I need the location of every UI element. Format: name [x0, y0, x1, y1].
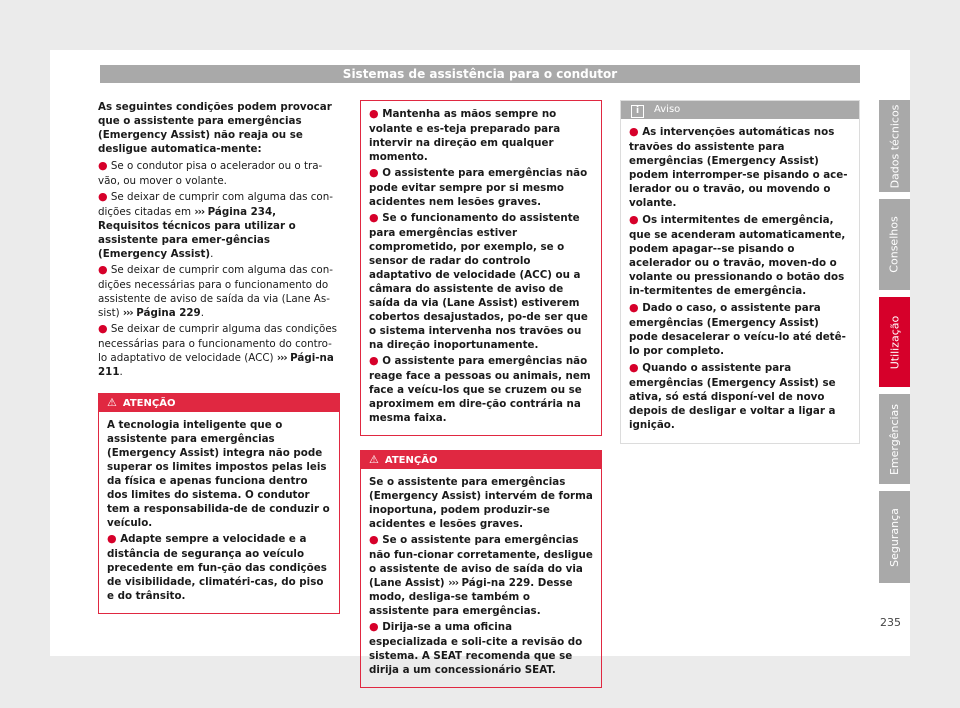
warning-box [360, 450, 602, 688]
page-ref-arrow-icon: ››› [448, 576, 458, 589]
list-item: ● Se o condutor pisa o acelerador ou o tra-vão, ou mover o volante. [98, 159, 323, 187]
page-ref-arrow-icon: ››› [194, 205, 205, 218]
bullet-icon: ● [98, 321, 108, 335]
list-item: ● Se deixar de cumprir com alguma das con-dições necessárias para o funcionamento do assistente de aviso de saída da via (Lane As-sist) ››› Página 229. [98, 262, 333, 319]
page-ref-arrow-icon: ››› [122, 306, 133, 319]
bullet-icon: ● [369, 107, 379, 120]
warning-text: Se o assistente para emergências (Emergency Assist) intervém de forma inoportuna, podem produzir-se acidentes e lesões graves. [369, 475, 593, 530]
note-box [620, 100, 860, 444]
warning-triangle-icon: ⚠ [369, 452, 379, 466]
list-item: ● Se o funcionamento do assistente para emergências estiver comprometido, por exemplo, se o sensor de radar do controlo adaptativo de velocidade (ACC) ou a câmara do assistente de aviso de saída da via (Lane Assist) estiverem cobertos desajustados, po-de ser que o sistema intervenha nos travões ou na direção inoportunamente. [369, 210, 588, 351]
bullet-icon: ● [369, 353, 379, 367]
warning-box [98, 393, 340, 614]
warning-body [99, 412, 339, 613]
page-ref-arrow-icon: ››› [276, 351, 287, 364]
page-ref-link[interactable]: Pági-na 211 [98, 351, 334, 378]
bullet-icon: ● [369, 532, 379, 546]
list-item: ● Dirija-se a uma oficina especializada e soli-cite a revisão do sistema. A SEAT recomenda que se dirija a um concessionário SEAT. [369, 619, 583, 676]
column-2 [360, 100, 602, 688]
bullet-icon: ● [629, 300, 639, 314]
bullet-icon: ● [107, 531, 117, 545]
tab-seguranca[interactable]: Segurança [879, 491, 910, 583]
list-item: ● O assistente para emergências não reage face a pessoas ou animais, nem face a veícu-los que se cruzem ou se aproximem em dire-ção contrária na mesma faixa. [369, 353, 591, 424]
page-ref-link[interactable]: Página 234, Requisitos técnicos para utilizar o assistente para emer-gências (Emergency Assist) [98, 205, 296, 260]
list-item: ● Mantenha as mãos sempre no volante e es-teja preparado para intervir na direção em qualquer momento. [369, 107, 561, 163]
page-ref-link[interactable]: Pági-na 229 [457, 576, 531, 589]
bullet-icon: ● [98, 189, 108, 203]
bullet-icon: ● [369, 210, 379, 224]
warning-body [361, 101, 601, 435]
list-item: ● Adapte sempre a velocidade e a distância de segurança ao veículo precedente em fun-ção das condições de visibilidade, climatéri-cas, do piso e do trânsito. [107, 531, 327, 602]
bullet-icon: ● [98, 159, 108, 172]
note-header: i Aviso [621, 101, 859, 119]
manual-page [50, 50, 910, 676]
intro-text: As seguintes condições podem provocar que o assistente para emergências (Emergency Assist) não reaja ou se desligue automatica-mente: [98, 101, 332, 155]
tab-utilizacao[interactable]: Utilização [879, 297, 910, 387]
warning-header: ⚠ ATENÇÃO [99, 394, 339, 412]
warning-body [361, 469, 601, 687]
bullet-icon: ● [629, 212, 639, 226]
tab-conselhos[interactable]: Conselhos [879, 199, 910, 290]
tab-dados-tecnicos[interactable]: Dados técnicos [879, 100, 910, 192]
info-icon: i [631, 105, 644, 118]
page-header: Sistemas de assistência para o condutor [100, 65, 860, 83]
warning-text: A tecnologia inteligente que o assistente para emergências (Emergency Assist) integra não pode superar os limites impostos pelas leis da física e apenas funciona dentro dos limites do sistema. O condutor tem a responsabilida-de de conduzir o veículo. [107, 418, 330, 529]
note-body [621, 119, 859, 443]
column-1 [98, 100, 340, 614]
column-3 [620, 100, 860, 444]
bullet-icon: ● [369, 619, 379, 633]
list-item: ● O assistente para emergências não pode evitar sempre por si mesmo acidentes nem lesões graves. [369, 165, 588, 208]
list-item: ● As intervenções automáticas nos travões do assistente para emergências (Emergency Assist) podem interromper-se pisando o ace-lerador ou o travão, ou movendo o volante. [629, 125, 848, 209]
tab-emergencias[interactable]: Emergências [879, 394, 910, 484]
warning-header: ⚠ ATENÇÃO [361, 451, 601, 469]
page-number: 235 [880, 616, 901, 629]
bullet-icon: ● [629, 360, 639, 374]
list-item: ● Se deixar de cumprir com alguma das con-dições citadas em ››› Página 234, Requisitos técnicos para utilizar o assistente para emer-gências (Emergency Assist). [98, 189, 333, 260]
list-item: ● Se deixar de cumprir alguma das condições necessárias para o funcionamento do contro-lo adaptativo de velocidade (ACC) ››› Pági-na 211. [98, 321, 338, 378]
bullet-icon: ● [629, 125, 639, 138]
warning-triangle-icon: ⚠ [107, 395, 117, 409]
bullet-icon: ● [369, 165, 379, 179]
list-item: ● Dado o caso, o assistente para emergências (Emergency Assist) pode desacelerar o veícu-lo até detê-lo por completo. [629, 300, 846, 357]
list-item: ● Quando o assistente para emergências (Emergency Assist) se ativa, só está disponí-vel de novo depois de desligar e voltar a ligar a ignição. [629, 360, 836, 431]
list-item: ● Se o assistente para emergências não fun-cionar corretamente, desligue o assistente de aviso de saída do via (Lane Assist) ››› Pági-na 229. Desse modo, desliga-se também o assistente para emergências. [369, 532, 593, 617]
page-ref-link[interactable]: Página 229 [132, 306, 201, 319]
bullet-icon: ● [98, 262, 108, 276]
list-item: ● Os intermitentes de emergência, que se acenderam automaticamente, podem apagar--se pisando o acelerador ou o travão, moven-do o volante ou pressionando o botão dos in-termitentes de emergência. [629, 212, 846, 297]
warning-continuation-box [360, 100, 602, 436]
